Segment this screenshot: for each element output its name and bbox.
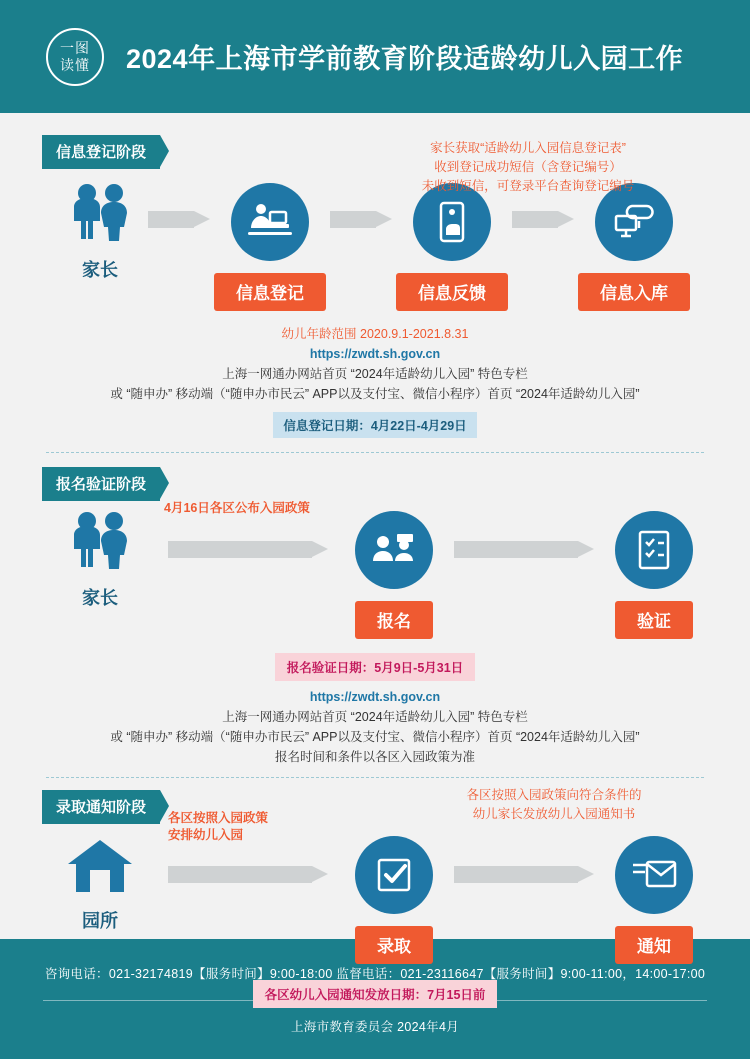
arrow-icon-1b xyxy=(330,211,392,228)
arrow-icon-1a xyxy=(148,211,210,228)
section1-bottom-notes xyxy=(0,325,750,438)
actor-parent-1-label: 家长 xyxy=(82,260,118,280)
section3-top-note-0: 各区按照入园政策向符合条件的 xyxy=(466,788,642,802)
section1-note-age-range: 幼儿年龄范围 2020.9.1-2021.8.31 xyxy=(281,327,469,341)
section2-highlight-date: 报名验证日期：5月9日-5月31日 xyxy=(275,653,475,681)
step-information-feedback xyxy=(392,183,512,311)
step-label-registration: 报名 xyxy=(355,601,433,639)
section-information-registration xyxy=(0,113,750,453)
actor-parent-1 xyxy=(52,183,148,282)
section2-inline-note: 4月16日各区公布入园政策 xyxy=(164,501,310,515)
header-badge-line1: 一图 xyxy=(60,39,90,56)
actor-school xyxy=(52,836,148,933)
step-label-information-storage: 信息入库 xyxy=(578,273,690,311)
section3-inline-note-line2: 安排幼儿入园 xyxy=(168,828,244,842)
actor-parent-2 xyxy=(52,511,148,610)
step-verification xyxy=(594,511,714,639)
step-registration xyxy=(334,511,454,639)
actor-parent-2-label: 家长 xyxy=(82,588,118,608)
people-register-icon xyxy=(355,511,433,589)
stage-tag-information-registration: 信息登记阶段 xyxy=(42,135,160,169)
footer-organization: 上海市教育委员会 2024年4月 xyxy=(290,1019,460,1034)
family-icon xyxy=(68,511,132,578)
checklist-icon xyxy=(615,511,693,589)
section1-top-notes xyxy=(358,139,698,196)
page-title: 2024年上海市学前教育阶段适龄幼儿入园工作 xyxy=(126,44,684,74)
section2-note-channel-2: 或 “随申办” 移动端（“随申办市民云” APP以及支付宝、微信小程序）首页 “2024年适龄幼儿入园” xyxy=(110,730,640,744)
arrow-icon-1c xyxy=(512,211,574,228)
section1-note-channel-2: 或 “随申办” 移动端（“随申办市民云” APP以及支付宝、微信小程序）首页 “2024年适龄幼儿入园” xyxy=(110,387,640,401)
footer-contact: 咨询电话：021-32174819【服务时间】9:00-18:00 监督电话：021-23116647【服务时间】9:00-11:00，14:00-17:00 xyxy=(44,966,706,981)
header-badge-line2: 读懂 xyxy=(60,56,90,73)
step-label-verification: 验证 xyxy=(615,601,693,639)
section3-highlight-date: 各区幼儿入园通知发放日期：7月15日前 xyxy=(253,980,498,1008)
section3-top-notes xyxy=(404,786,704,824)
section1-top-note-1: 收到登记成功短信（含登记编号） xyxy=(434,160,622,174)
section1-top-note-0: 家长获取“适龄幼儿入园信息登记表” xyxy=(430,141,626,155)
arrow-icon-2a xyxy=(168,541,328,558)
step-label-admission: 录取 xyxy=(355,926,433,964)
arrow-icon-3a xyxy=(168,866,328,883)
section3-inline-note xyxy=(168,810,268,844)
step-label-information-registration: 信息登记 xyxy=(214,273,326,311)
stage-tag-registration-verification: 报名验证阶段 xyxy=(42,467,160,501)
section3-inline-note-line1: 各区按照入园政策 xyxy=(168,811,269,825)
section2-bottom-notes xyxy=(0,653,750,767)
section2-note-channel-1: 上海一网通办网站首页 “2024年适龄幼儿入园” 特色专栏 xyxy=(222,710,528,724)
step-information-storage xyxy=(574,183,694,311)
section1-note-channel-1: 上海一网通办网站首页 “2024年适龄幼儿入园” 特色专栏 xyxy=(222,367,528,381)
section1-note-url: https://zwdt.sh.gov.cn xyxy=(309,347,441,361)
section-admission-notice xyxy=(0,778,750,1008)
step-notice xyxy=(594,836,714,964)
family-icon xyxy=(68,183,132,250)
section1-highlight-date: 信息登记日期：4月22日-4月29日 xyxy=(273,412,476,438)
section1-top-note-2: 未收到短信，可登录平台查询登记编号 xyxy=(421,179,635,193)
school-building-icon xyxy=(62,836,138,901)
arrow-icon-3b xyxy=(454,866,594,883)
actor-school-label: 园所 xyxy=(82,911,118,931)
stage-tag-admission-notice: 录取通知阶段 xyxy=(42,790,160,824)
step-information-registration xyxy=(210,183,330,311)
step-label-information-feedback: 信息反馈 xyxy=(396,273,508,311)
section3-top-note-1: 幼儿家长发放幼儿入园通知书 xyxy=(472,807,636,821)
step-label-notice: 通知 xyxy=(615,926,693,964)
section-registration-verification xyxy=(0,453,750,778)
arrow-icon-2b xyxy=(454,541,594,558)
step-admission xyxy=(334,836,454,964)
section2-note-channel-3: 报名时间和条件以各区入园政策为准 xyxy=(274,750,475,764)
check-box-icon xyxy=(355,836,433,914)
mail-icon xyxy=(615,836,693,914)
header-badge xyxy=(46,28,104,86)
header xyxy=(0,0,750,113)
section2-note-url: https://zwdt.sh.gov.cn xyxy=(309,690,441,704)
computer-register-icon xyxy=(231,183,309,261)
